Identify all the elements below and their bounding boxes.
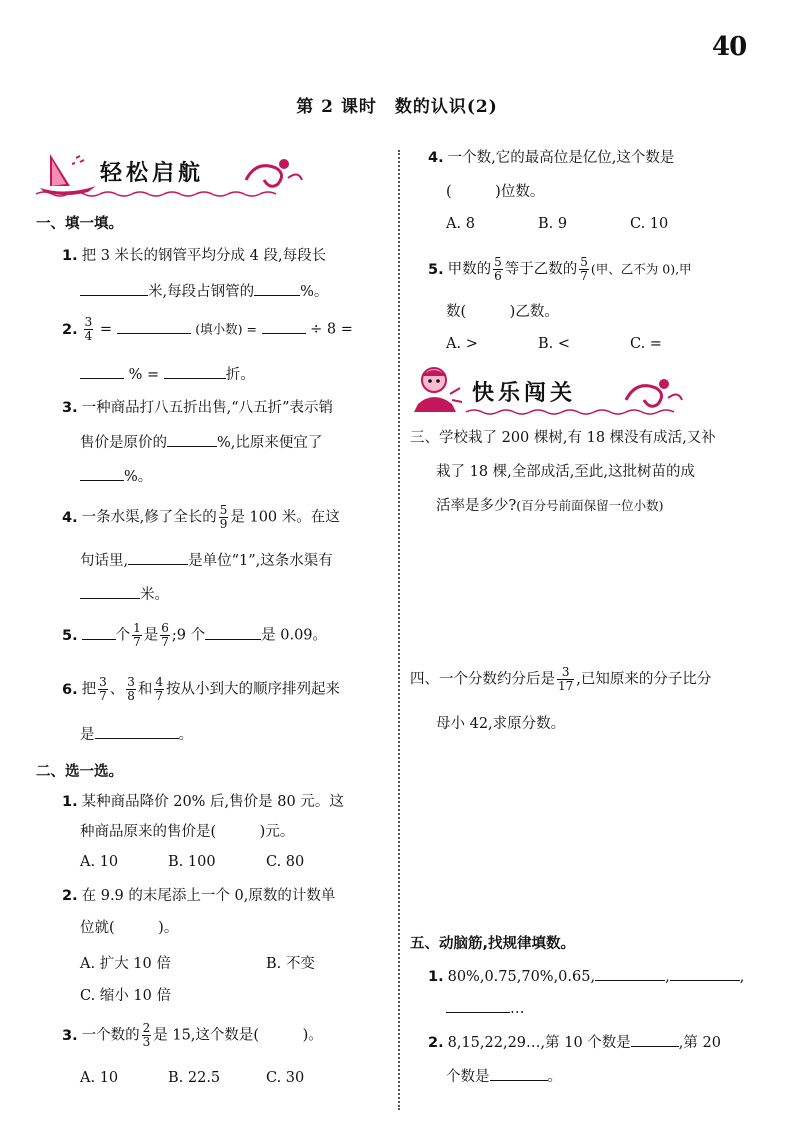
question-text: 是单位“1”,这条水渠有 [188, 553, 333, 569]
option-a[interactable]: A. 扩大 10 倍 [80, 956, 171, 972]
answer-blank[interactable] [167, 432, 217, 447]
answer-blank[interactable] [631, 1032, 679, 1047]
decorative-wave-line [466, 408, 716, 416]
fraction: $\frac{5}{6}$ [494, 255, 502, 283]
option-c[interactable]: C. = [630, 336, 662, 352]
question-text: 三、学校栽了 200 棵树,有 18 棵没有成活,又补 [410, 430, 716, 446]
choice-question-5 [428, 256, 768, 283]
section-3-line3 [436, 496, 776, 516]
question-number: 4. [62, 509, 78, 526]
choice-question-4-line2 [446, 182, 758, 202]
answer-blank[interactable] [128, 550, 188, 565]
question-text: 80%,0.75,70%,0.65, [447, 969, 596, 985]
answer-blank[interactable] [490, 1066, 548, 1081]
question-number: 1. [62, 794, 78, 810]
question-text: 折。 [225, 367, 255, 383]
question-text: ,第 20 [678, 1035, 721, 1051]
question-number: 6. [62, 681, 78, 698]
answer-blank[interactable] [262, 319, 306, 334]
question-text: 把 [81, 681, 97, 698]
section-1-heading: 一、填一填。 [36, 216, 123, 232]
fill-question-4 [62, 504, 402, 531]
option-a[interactable]: A. 10 [80, 1070, 119, 1086]
answer-blank[interactable] [254, 281, 300, 296]
question-text: 、 [109, 681, 125, 698]
question-text: 是 15,这个数是( )。 [153, 1027, 323, 1044]
lesson-title: 第 2 课时 数的认识(2) [296, 97, 498, 117]
section-4-question [410, 666, 770, 693]
question-text: ,已知原来的分子比分 [576, 671, 712, 688]
answer-blank[interactable] [446, 998, 510, 1013]
question-text: 位就( )。 [80, 920, 179, 936]
fraction: $\frac{3}{4}$ [84, 315, 93, 343]
question-text: ÷ 8 = [310, 321, 353, 338]
fraction: $\frac{6}{7}$ [161, 621, 169, 649]
question-text: 句话里, [80, 553, 129, 569]
choice-question-1 [62, 792, 402, 812]
pattern-question-2 [428, 1032, 778, 1053]
option-b[interactable]: B. 100 [168, 854, 216, 870]
question-text: 是 [143, 627, 159, 644]
question-text: 一个数的 [81, 1027, 140, 1044]
question-text: 一种商品打八五折出售,“八五折”表示销 [81, 400, 334, 416]
fraction: $\frac{3}{7}$ [99, 675, 107, 703]
fill-question-5 [62, 622, 402, 649]
section-4-line2 [436, 714, 766, 734]
answer-blank[interactable] [82, 625, 116, 640]
question-text: 。 [547, 1069, 562, 1085]
question-text: 是 0.09。 [261, 627, 328, 644]
question-text: 米。 [140, 587, 169, 603]
fill-question-1 [62, 246, 392, 266]
answer-blank[interactable] [80, 364, 124, 379]
banner-easy-start [36, 150, 306, 198]
choice-question-3 [62, 1022, 402, 1049]
answer-blank[interactable] [80, 584, 140, 599]
question-number: 3. [62, 400, 78, 416]
option-c[interactable]: C. 30 [266, 1070, 305, 1086]
question-text: … [510, 1001, 525, 1017]
question-note: (百分号前面保留一位小数) [516, 498, 664, 513]
question-text: 个数是 [446, 1069, 490, 1085]
option-a[interactable]: A. 8 [446, 216, 475, 232]
question-number: 2. [62, 321, 78, 338]
question-text: %。 [124, 469, 153, 485]
choice-question-4 [428, 148, 768, 168]
question-number: 1. [428, 969, 444, 985]
fill-question-4-line2 [80, 550, 392, 571]
question-text: 和 [137, 681, 153, 698]
option-b[interactable]: B. < [538, 336, 571, 352]
question-text: 某种商品降价 20% 后,售价是 80 元。这 [81, 794, 344, 810]
question-text: , [665, 969, 670, 985]
question-number: 3. [62, 1027, 78, 1044]
question-text: (填小数) = [195, 321, 257, 337]
fill-question-3-line2 [80, 432, 392, 453]
question-text: 个 [115, 627, 131, 644]
choice-question-5-line2 [446, 302, 758, 322]
option-c[interactable]: C. 缩小 10 倍 [80, 988, 171, 1004]
option-c[interactable]: C. 80 [266, 854, 305, 870]
option-a[interactable]: A. 10 [80, 854, 119, 870]
pattern-question-1-line2 [446, 998, 758, 1019]
question-text: 四、一个分数约分后是 [410, 671, 555, 688]
question-text: , [739, 969, 745, 985]
question-text: 米,每段占钢管的 [148, 284, 255, 300]
fill-question-4-line3 [80, 584, 392, 605]
question-text: 栽了 18 棵,全部成活,至此,这批树苗的成 [436, 464, 695, 480]
question-text: 种商品原来的售价是( )元。 [80, 824, 295, 840]
fraction: $\frac{2}{3}$ [142, 1021, 151, 1049]
answer-blank[interactable] [95, 724, 179, 739]
cartoon-kid-icon [410, 364, 466, 414]
pattern-question-2-line2 [446, 1066, 758, 1087]
question-text: 。 [178, 727, 193, 743]
question-text: 售价是原价的 [80, 435, 167, 451]
question-number: 2. [62, 888, 78, 904]
question-number: 5. [62, 627, 78, 644]
answer-blank[interactable] [80, 466, 124, 481]
question-text: 按从小到大的顺序排列起来 [166, 681, 341, 698]
question-text: 数( )乙数。 [446, 304, 559, 320]
fill-question-2 [62, 316, 402, 343]
pattern-question-1 [428, 966, 768, 987]
fill-question-6-line2 [80, 724, 392, 745]
option-c[interactable]: C. 10 [630, 216, 669, 232]
page-number: 40 [712, 32, 747, 62]
fraction: $\frac{3}{17}$ [558, 665, 574, 693]
option-b[interactable]: B. 9 [538, 216, 568, 232]
question-text: 活率是多少? [436, 498, 517, 514]
question-number: 2. [428, 1035, 444, 1051]
option-b[interactable]: B. 不变 [266, 956, 315, 972]
fill-question-1-line2 [80, 281, 392, 302]
section-3-question [410, 428, 766, 448]
question-number: 4. [428, 150, 444, 166]
option-a[interactable]: A. > [446, 336, 478, 352]
fill-question-3 [62, 398, 402, 418]
option-b[interactable]: B. 22.5 [168, 1070, 221, 1086]
question-text: 一个数,它的最高位是亿位,这个数是 [447, 150, 675, 166]
question-text: 等于乙数的 [504, 261, 578, 278]
answer-blank[interactable] [164, 364, 226, 379]
answer-blank[interactable] [670, 966, 740, 981]
fill-question-3-line3 [80, 466, 392, 487]
question-text: 是 [80, 727, 95, 743]
question-text: %。 [300, 284, 329, 300]
question-text: ( )位数。 [446, 184, 545, 200]
choice-question-2-line2 [80, 918, 392, 938]
question-text: 母小 42,求原分数。 [436, 716, 566, 732]
fraction: $\frac{4}{7}$ [155, 675, 164, 703]
fraction: $\frac{1}{7}$ [133, 621, 141, 649]
fill-question-2-line2 [80, 364, 392, 385]
question-text: % = [128, 367, 160, 383]
question-text: 8,15,22,29…,第 10 个数是 [447, 1035, 631, 1051]
question-text: 是 100 米。在这 [230, 509, 340, 526]
question-text: = [99, 321, 113, 338]
fraction: $\frac{5}{7}$ [580, 255, 588, 283]
banner-happy-challenge [410, 364, 680, 412]
question-text: 在 9.9 的末尾添上一个 0,原数的计数单 [81, 888, 336, 904]
answer-blank[interactable] [117, 319, 191, 334]
question-text: 一条水渠,修了全长的 [81, 509, 217, 526]
question-text: ;9 个 [171, 627, 206, 644]
banner-title: 轻松启航 [100, 161, 205, 186]
section-5-heading: 五、动脑筋,找规律填数。 [410, 936, 576, 952]
choice-question-1-line2 [80, 822, 392, 842]
section-2-heading: 二、选一选。 [36, 764, 123, 780]
fraction: $\frac{3}{8}$ [127, 675, 135, 703]
question-text: (甲、乙不为 0),甲 [590, 261, 692, 277]
fill-question-6 [62, 676, 402, 703]
question-text: %,比原来便宜了 [217, 435, 323, 451]
answer-blank[interactable] [205, 625, 261, 640]
section-3-line2 [436, 462, 766, 482]
fraction: $\frac{5}{9}$ [219, 503, 228, 531]
decorative-wave-line [36, 190, 286, 198]
question-text: 甲数的 [447, 261, 492, 278]
banner-title: 快乐闯关 [472, 381, 577, 406]
question-number: 1. [62, 248, 78, 264]
answer-blank[interactable] [595, 966, 665, 981]
answer-blank[interactable] [80, 281, 148, 296]
question-number: 5. [428, 261, 444, 278]
choice-question-2 [62, 886, 402, 906]
question-text: 把 3 米长的钢管平均分成 4 段,每段长 [81, 248, 327, 264]
